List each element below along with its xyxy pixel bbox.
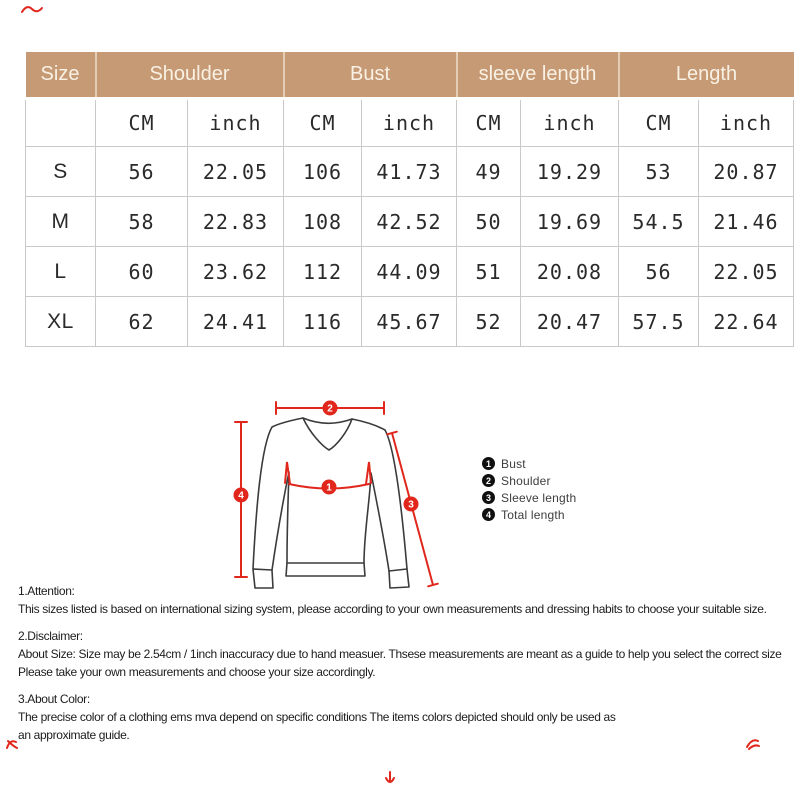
unit-cell: CM [457, 99, 521, 147]
table-row-m [26, 197, 794, 247]
notes-section [18, 582, 798, 753]
unit-cell: inch [362, 99, 457, 147]
value-cell: 52 [457, 297, 521, 347]
value-cell: 44.09 [362, 247, 457, 297]
table-header-row [26, 52, 794, 99]
unit-cell: inch [188, 99, 284, 147]
value-cell: 112 [284, 247, 362, 297]
value-cell: 62 [96, 297, 188, 347]
legend-item-shoulder [482, 472, 576, 489]
red-scribble-mark-bottom-left [4, 736, 20, 752]
unit-cell-empty [26, 99, 96, 147]
size-cell: M [26, 197, 96, 247]
value-cell: 20.87 [699, 147, 794, 197]
value-cell: 50 [457, 197, 521, 247]
marker-1-label: 1 [326, 482, 332, 494]
note-line: Please take your own measurements and choose your size accordingly. [18, 665, 376, 679]
sweater-outline-icon [253, 418, 409, 588]
note-about-color [18, 690, 798, 744]
value-cell: 22.05 [188, 147, 284, 197]
diagram-legend [482, 455, 576, 523]
note-heading: 2.Disclaimer: [18, 629, 83, 643]
value-cell: 20.08 [521, 247, 619, 297]
value-cell: 54.5 [619, 197, 699, 247]
note-line: an approximate guide. [18, 728, 130, 742]
value-cell: 53 [619, 147, 699, 197]
note-attention [18, 582, 798, 618]
red-scribble-mark-bottom-center [382, 770, 398, 788]
value-cell: 56 [96, 147, 188, 197]
value-cell: 57.5 [619, 297, 699, 347]
marker-3-label: 3 [408, 499, 414, 511]
value-cell: 49 [457, 147, 521, 197]
value-cell: 22.64 [699, 297, 794, 347]
legend-item-total-length [482, 506, 576, 523]
legend-label: Bust [501, 456, 526, 471]
legend-bullet-2: 2 [482, 474, 495, 487]
size-table-section [25, 52, 793, 347]
note-disclaimer [18, 627, 798, 681]
unit-cell: CM [284, 99, 362, 147]
legend-label: Sleeve length [501, 490, 577, 505]
size-cell: S [26, 147, 96, 197]
red-scribble-mark-bottom-right [744, 736, 762, 752]
size-table [25, 52, 794, 347]
header-shoulder: Shoulder [96, 52, 284, 99]
value-cell: 51 [457, 247, 521, 297]
header-bust: Bust [284, 52, 457, 99]
value-cell: 108 [284, 197, 362, 247]
unit-cell: inch [699, 99, 794, 147]
value-cell: 42.52 [362, 197, 457, 247]
table-row-s [26, 147, 794, 197]
table-units-row [26, 99, 794, 147]
value-cell: 106 [284, 147, 362, 197]
marker-4-label: 4 [238, 490, 244, 502]
red-scribble-mark-top-left [20, 2, 48, 16]
unit-cell: inch [521, 99, 619, 147]
value-cell: 19.69 [521, 197, 619, 247]
value-cell: 20.47 [521, 297, 619, 347]
legend-item-bust [482, 455, 576, 472]
value-cell: 22.05 [699, 247, 794, 297]
legend-label: Total length [501, 507, 565, 522]
value-cell: 60 [96, 247, 188, 297]
unit-cell: CM [96, 99, 188, 147]
value-cell: 22.83 [188, 197, 284, 247]
note-line: The precise color of a clothing ems mva depend on specific conditions The items colors depicted should only be used as [18, 710, 616, 724]
value-cell: 21.46 [699, 197, 794, 247]
note-line: This sizes listed is based on international sizing system, please according to your own measurements and dressing habits to choose your suitable size. [18, 602, 767, 616]
legend-item-sleeve-length [482, 489, 576, 506]
value-cell: 23.62 [188, 247, 284, 297]
value-cell: 45.67 [362, 297, 457, 347]
measurement-lines [234, 401, 438, 587]
value-cell: 41.73 [362, 147, 457, 197]
size-cell: L [26, 247, 96, 297]
note-heading: 1.Attention: [18, 584, 75, 598]
marker-2-label: 2 [327, 403, 333, 415]
legend-bullet-1: 1 [482, 457, 495, 470]
unit-cell: CM [619, 99, 699, 147]
note-line: About Size: Size may be 2.54cm / 1inch inaccuracy due to hand measuer. Thsese measurements are meant as a guide to help you select the correct size [18, 647, 782, 661]
value-cell: 24.41 [188, 297, 284, 347]
legend-bullet-4: 4 [482, 508, 495, 521]
header-sleeve-length: sleeve length [457, 52, 619, 99]
value-cell: 19.29 [521, 147, 619, 197]
value-cell: 116 [284, 297, 362, 347]
header-size: Size [26, 52, 96, 99]
note-heading: 3.About Color: [18, 692, 90, 706]
garment-measurement-diagram [198, 388, 473, 600]
header-length: Length [619, 52, 794, 99]
table-row-xl [26, 297, 794, 347]
legend-bullet-3: 3 [482, 491, 495, 504]
value-cell: 56 [619, 247, 699, 297]
size-cell: XL [26, 297, 96, 347]
table-row-l [26, 247, 794, 297]
legend-label: Shoulder [501, 473, 551, 488]
value-cell: 58 [96, 197, 188, 247]
